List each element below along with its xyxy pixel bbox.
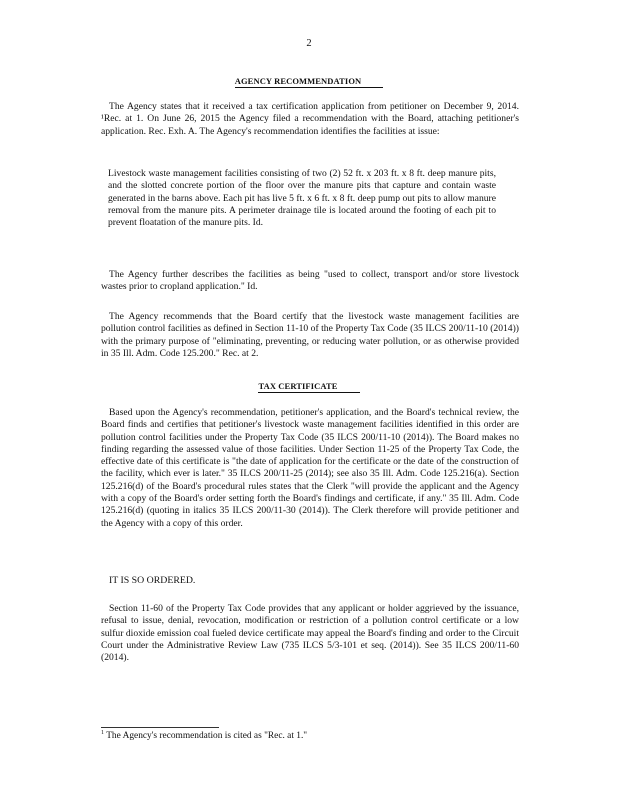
tax-heading-text: TAX CERTIFICATE	[258, 381, 359, 393]
footnote-text: The Agency's recommendation is cited as "Rec. at 1."	[106, 731, 308, 742]
footnote-marker: 1	[101, 730, 104, 736]
footnote	[101, 730, 307, 741]
agency-heading-text: AGENCY RECOMMENDATION	[235, 76, 384, 88]
agency-recommendation-heading	[0, 76, 618, 86]
agency-paragraph-2	[101, 269, 519, 294]
agency-paragraph-1-text: The Agency states that it received a tax certification application from petitioner on December 9, 2014. ¹Rec. at 1. On June 26, 2015 the Agency filed a recommendation with the Board, attaching petitioner's application. Rec. Exh. A. The Agency's recommendation identifies the facilities at issue:	[101, 101, 519, 137]
it-is-so-ordered: IT IS SO ORDERED.	[109, 575, 196, 586]
tax-certificate-paragraph-text: Based upon the Agency's recommendation, petitioner's application, and the Board's technical review, the Board finds and certifies that petitioner's livestock waste management facilities identified in this order are pollution control facilities under the Property Tax Code (35 ILCS 200/11-10 (2014)). The Board makes no finding regarding the assessed value of those facilities. Under Section 11-25 of the Property Tax Code, the effective date of this certificate is "the date of application for the certificate or the date of the construction of the facility, which ever is later." 35 ILCS 200/11-25 (2014); see also 35 Ill. Adm. Code 125.216(a). Section 125.216(d) of the Board's procedural rules states that the Clerk "will provide the applicant and the Agency with a copy of the Board's order setting forth the Board's findings and certificate, if any." 35 Ill. Adm. Code 125.216(d) (quoting in italics 35 ILCS 200/11-30 (2014)). The Clerk therefore will provide petitioner and the Agency with a copy of this order.	[101, 407, 519, 529]
agency-block-quote	[108, 168, 496, 229]
appeal-paragraph	[101, 603, 519, 664]
agency-paragraph-1	[101, 101, 519, 138]
agency-paragraph-3	[101, 311, 519, 360]
appeal-paragraph-text: Section 11-60 of the Property Tax Code provides that any applicant or holder aggrieved by the issuance, refusal to issue, denial, revocation, modification or restriction of a pollution control certificate or a low sulfur dioxide emission coal fueled device certificate may appeal the Board's finding and order to the Circuit Court under the Administrative Review Law (735 ILCS 5/3-101 et seq. (2014)). See 35 ILCS 200/11-60 (2014).	[101, 603, 519, 664]
agency-paragraph-2-text: The Agency further describes the facilities as being "used to collect, transport and/or store livestock wastes prior to cropland application." Id.	[101, 269, 519, 293]
page-number: 2	[306, 38, 312, 49]
agency-quote-text: Livestock waste management facilities consisting of two (2) 52 ft. x 203 ft. x 8 ft. deep manure pits, and the slotted concrete portion of the floor over the manure pits that capture and contain waste generated in the barns above. Each pit has live 5 ft. x 6 ft. x 8 ft. deep pump out pits to allow manure removal from the manure pits. A perimeter drainage tile is located around the footing of each pit to prevent floatation of the manure pits. Id.	[108, 168, 496, 229]
tax-certificate-heading	[0, 381, 618, 391]
agency-paragraph-3-text: The Agency recommends that the Board certify that the livestock waste management facilities are pollution control facilities as defined in Section 11-10 of the Property Tax Code (35 ILCS 200/11-10 (2014)) with the primary purpose of "eliminating, preventing, or reducing water pollution, or as otherwise provided in 35 Ill. Adm. Code 125.200." Rec. at 2.	[101, 311, 519, 359]
tax-certificate-paragraph	[101, 407, 519, 530]
footnote-divider	[101, 727, 219, 728]
